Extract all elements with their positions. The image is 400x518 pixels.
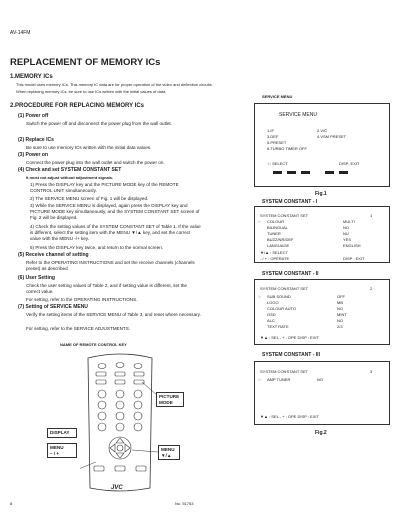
page-number: 8 — [10, 501, 13, 506]
sys2-screen — [254, 279, 390, 345]
remote-brand-logo: JVC — [111, 485, 123, 491]
cursor-icon: ☞ — [258, 377, 262, 382]
sys1-row-4-value: YES — [343, 237, 352, 242]
sys1-row-2-label: BILINGUAL — [267, 225, 288, 230]
menu-left-text: MENU — [50, 445, 64, 450]
service-menu-item-3: 3.DEF — [267, 134, 279, 139]
sys1-row-2-value: NO — [343, 225, 349, 230]
sys1-title: SYSTEM CONSTANT SET — [260, 213, 309, 218]
remote-heading: NAME OF REMOTE CONTROL KEY — [60, 342, 127, 347]
sys2-row-6-label: TEXT RATE — [267, 324, 289, 329]
step6-ref: For setting, refer to the OPERATING INSTRUCTIONS. — [26, 297, 138, 302]
menu-left-sub-text: – / + — [50, 450, 60, 456]
step5-text: Refer to the OPERATING INSTRUCTIONS and set the receive channels (channels preset) as described — [26, 260, 195, 272]
service-menu-item-1: 1.IF — [267, 128, 274, 133]
sys1-row-1-label: COLOUR — [267, 219, 285, 224]
service-menu-heading: SERVICE MENU — [262, 94, 293, 99]
sys2-footer: ▼▲ : SEL - + : OPE DISP : EXIT — [260, 335, 319, 340]
fig2-caption: Fig.2 — [315, 430, 327, 436]
step3-text: Connect the power plug into the wall outlet and switch the power on. — [26, 160, 165, 165]
step4-note: It must not adjust without adjustment signals. — [26, 175, 114, 180]
step2-title: (2) Replace ICs — [18, 137, 54, 143]
sys2-heading: SYSTEM CONSTANT - II — [262, 271, 319, 277]
model-label: AV-14FM — [10, 30, 31, 36]
sys3-page: 3 — [370, 369, 373, 374]
sys3-title: SYSTEM CONSTANT SET — [260, 369, 309, 374]
sys1-operate: - / + : OPERATE — [260, 256, 290, 261]
sys2-row-6-value: 2/3 — [337, 324, 343, 329]
service-menu-item-5: 5.PRESET — [267, 140, 287, 145]
sys2-row-5-label: ALC — [267, 318, 275, 323]
section1-line2: When replacing memory ICs, be sure to use ICs written with the initial values of data. — [16, 89, 167, 94]
picture-mode-key-label — [156, 392, 184, 407]
sys2-title: SYSTEM CONSTANT SET — [260, 286, 309, 291]
menu-right-sub-text: ▼/▲ — [161, 452, 172, 458]
sys3-row-1-label: AMP TUNER — [267, 377, 291, 382]
service-menu-disp-exit: DISP: EXIT — [339, 161, 360, 166]
step1-title: (1) Power off — [18, 113, 49, 119]
sys2-row-3-label: COLOUR AUTO — [267, 306, 297, 311]
service-menu-select: ↑↓ SELECT — [267, 161, 288, 166]
sys3-row-1-value: NO — [317, 377, 323, 382]
sys1-row-5-label: LANGUAGE — [267, 243, 290, 248]
step5-title: (5) Receive channel of setting — [18, 252, 89, 258]
step4-5: 5) Press the DISPLAY key twice, and return to the normal screen. — [30, 245, 164, 250]
fig1-caption: Fig.1 — [315, 191, 327, 197]
sys1-select: ▼/▲ : SELECT — [260, 250, 288, 255]
sys1-page: 1 — [370, 213, 373, 218]
step1-text: Switch the power off and disconnect the power plug from the wall outlet. — [26, 121, 172, 126]
section1-line1: This model uses memory ICs. This memory IC data are for proper operation of the video and deflection circuits. — [16, 82, 213, 87]
step4-3: 3) While the SERVICE MENU is displayed, again press the DISPLAY key and PICTURE MODE key simultaneously, and the SYSTEM CONSTANT SET screen of Fig. 2 will be displayed. — [30, 203, 200, 221]
menu-updown-key-label — [158, 445, 180, 460]
sys1-row-3-value: NU — [343, 231, 349, 236]
sys3-heading: SYSTEM CONSTANT - III — [262, 352, 320, 358]
sys3-footer: ▼▲ : SEL - + : OPE DISP : EXIT — [260, 414, 319, 419]
cursor-icon: ☞ — [258, 294, 262, 299]
step7-ref: For setting, refer to the SERVICE ADJUSTMENTS. — [26, 326, 131, 331]
page-title: REPLACEMENT OF MEMORY ICs — [10, 57, 161, 68]
display-text: DISPLAY — [50, 430, 70, 435]
sys2-row-5-value: NO — [337, 318, 343, 323]
sys1-row-4-label: BUZZ/NR/DEF — [267, 237, 294, 242]
service-menu-screen — [254, 103, 390, 187]
remote-control-illustration — [80, 352, 160, 494]
sys2-row-4-label: OSD — [267, 312, 276, 317]
document-number: No. 51753 — [175, 501, 194, 506]
sys1-row-3-label: TUNER — [267, 231, 281, 236]
sys2-row-3-value: NO — [337, 306, 343, 311]
sys2-row-1-label: SUB SOUND — [267, 294, 291, 299]
sys3-screen — [254, 361, 390, 425]
sys1-row-1-value: MULTI — [343, 219, 355, 224]
step4-2: 2) The SERVICE MENU screen of Fig. 1 will be displayed. — [30, 196, 149, 201]
step3-title: (3) Power on — [18, 152, 49, 158]
service-menu-item-4: 4.VSM PRESET — [317, 134, 347, 139]
step4-title: (4) Check and set SYSTEM CONSTANT SET — [18, 167, 122, 173]
service-menu-title: SERVICE MENU — [279, 112, 317, 118]
step4-1: 1) Press the DISPLAY key and the PICTURE MODE key of the REMOTE CONTROL UNIT simultaneously. — [30, 182, 179, 194]
sys2-row-4-value: MINT — [337, 312, 347, 317]
service-menu-item-6: 6.TURBO TIMER OFF — [267, 146, 307, 151]
sys2-row-2-label: LOGO — [267, 300, 279, 305]
sys1-screen — [254, 206, 390, 263]
step6-title: (6) User Setting — [18, 275, 55, 281]
sys1-disp-exit: DISP : EXIT — [343, 256, 365, 261]
sys2-row-2-value: MB — [337, 300, 343, 305]
step2-text: Be sure to use memory ICs written with the initial data values. — [26, 145, 152, 150]
service-menu-indicator-row — [273, 170, 373, 176]
section1-heading: 1.MEMORY ICs — [10, 74, 53, 80]
picture-mode-text: PICTURE MODE — [159, 394, 180, 405]
step4-4: 4) Check the setting values of the SYSTEM CONSTANT SET of Table 1. If the value is different, select the setting item with the MENU ▼/▲ key, and set the correct value with the MENU -/+ key. — [30, 224, 201, 242]
step6-text: Check the user setting values of Table 2, and if setting value is different, set the correct value. — [26, 283, 187, 295]
sys2-page: 2 — [370, 286, 373, 291]
sys1-row-5-value: ENGLISH — [343, 243, 361, 248]
section2-heading: 2.PROCEDURE FOR REPLACING MEMORY ICs — [10, 103, 145, 109]
step7-title: (7) Setting of SERVICE MENU — [18, 304, 88, 310]
sys2-row-1-value: OFF — [337, 294, 345, 299]
step7-text: Verify the setting items of the SERVICE MENU of Table 3, and reset where necessary. — [26, 312, 201, 317]
sys1-heading: SYSTEM CONSTANT - I — [262, 199, 318, 205]
menu-minus-plus-key-label — [47, 443, 77, 458]
menu-right-text: MENU — [161, 447, 175, 452]
cursor-icon: ☞ — [258, 219, 262, 224]
display-key-label — [47, 428, 77, 438]
service-menu-item-2: 2.V/C — [317, 128, 328, 133]
